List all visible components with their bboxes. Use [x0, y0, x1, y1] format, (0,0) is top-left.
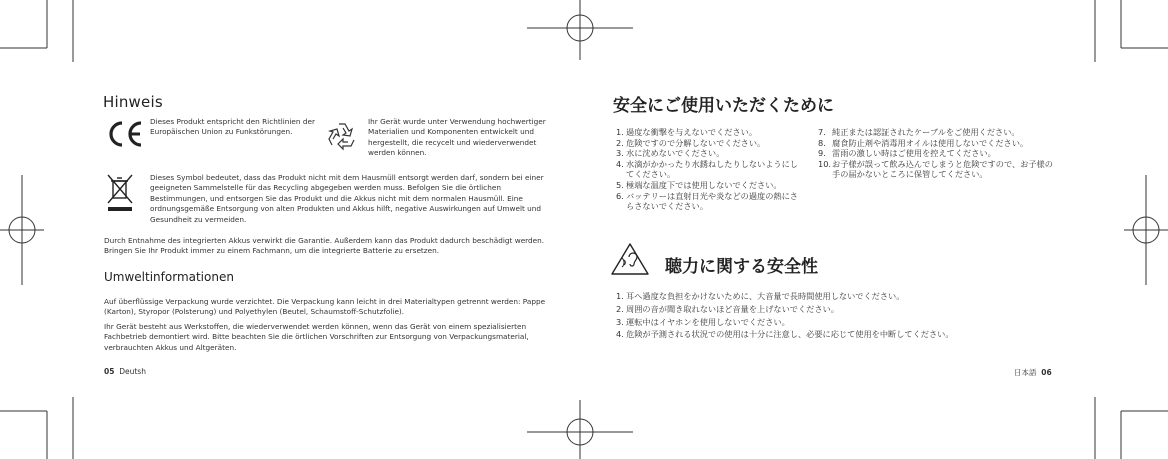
disposal-notice-text: Dieses Symbol bedeutet, dass das Produkt nicht mit dem Hausmüll entsorgt werden darf, sondern bei einer geeigneten Sammelstelle für das Recycling abgegeben werden muss. Befolgen Sie die örtlichen Bestimmungen, und entsorgen Sie das Produkt und die Akkus nicht mit dem normalen Hausmüll. Eine ordnungsgemäße Entsorgung von alten Produkten und Akkus hilft, negative Auswirkungen auf Umwelt und Gesundheit zu vermeiden.	[150, 173, 544, 224]
safety-list-col1	[616, 127, 806, 212]
list-item: 4. 危険が予測される状況での使用は十分に注意し、必要に応じて使用を中断してください。	[616, 329, 954, 340]
list-item: 9. 雷雨の激しい時はご使用を控えてください。	[818, 148, 996, 159]
list-item: 3. 運転中はイヤホンを使用しないでください。	[616, 316, 790, 327]
section-title-umwelt: Umweltinformationen	[104, 270, 234, 284]
list-item: 10. お子様が誤って飲み込んでしまうと危険ですので、お子様の手の届かないところに保管してください。	[818, 158, 1053, 180]
recycle-icon	[326, 120, 358, 152]
list-item: 6. バッテリーは直射日光や炎などの過度の熱にさらさないでください。	[616, 190, 798, 212]
list-item: 4. 水滴がかかったり水銹ねしたりしないようにしてください。	[616, 158, 798, 180]
page-footer-right	[1014, 367, 1052, 378]
hearing-warning-icon	[610, 242, 650, 276]
page-language: Deutsh	[119, 367, 146, 376]
env-text-recycling: Ihr Gerät besteht aus Werkstoffen, die wiederverwendet werden können, wenn das Gerät von einem spezialisierten Fachbetrieb demontiert wird. Bitte beachten Sie die örtlichen Vorschriften zur Entsorgung von Verpackungsmaterial, verbrauchten Akkus und Altgeräten.	[104, 322, 529, 352]
recycle-notice-text: Ihr Gerät wurde unter Verwendung hochwertiger Materialien und Komponenten entwickelt und hergestellt, die recycelt und wiederverwendet werden können.	[368, 117, 546, 158]
page-number: 05	[104, 367, 115, 376]
env-text-packaging: Auf überflüssige Verpackung wurde verzichtet. Die Verpackung kann leicht in drei Materialtypen getrennt werden: Pappe (Karton), Styropor (Polsterung) und Polyethylen (Beutel, Schaumstoff-Schutzfolie).	[104, 297, 546, 317]
list-item: 7. 純正または認証されたケーブルをご使用ください。	[818, 127, 1020, 137]
hearing-list	[616, 290, 1066, 341]
battery-notice-text: Durch Entnahme des integrierten Akkus verwirkt die Garantie. Außerdem kann das Produkt dadurch beschädigt werden. Bringen Sie Ihr Produkt immer zu einem Fachmann, um die integrierte Batterie zu ersetzen.	[104, 236, 545, 256]
list-item: 5. 極端な温度下では使用しないでください。	[616, 179, 782, 190]
crossed-bin-icon	[106, 173, 134, 213]
page-title-safety: 安全にご使用いただくために	[613, 96, 834, 116]
page-language: 日本語	[1014, 368, 1037, 377]
list-item: 3. 水に沈めないでください。	[616, 148, 725, 159]
ce-mark-icon	[104, 119, 144, 149]
list-item: 1. 耳へ過度な負担をかけないために、大音量で長時間使用しないでください。	[616, 291, 905, 301]
page-footer-left	[104, 367, 146, 376]
safety-list-col2	[818, 127, 1058, 180]
page-title-hinweis: Hinweis	[103, 93, 163, 111]
list-item: 8. 腐食防止剤や消毒用オイルは使用しないでください。	[818, 137, 1029, 148]
list-item: 1. 過度な衝撃を与えないでください。	[616, 127, 758, 137]
page-number: 06	[1041, 368, 1052, 377]
list-item: 2. 周囲の音が聞き取れないほど音量を上げないでください。	[616, 303, 839, 314]
section-title-hearing: 聴力に関する安全性	[665, 257, 818, 277]
list-item: 2. 危険ですので分解しないでください。	[616, 137, 766, 148]
ce-notice-text: Dieses Produkt entspricht den Richtlinien der Europäischen Union zu Funkstörungen.	[150, 117, 315, 137]
